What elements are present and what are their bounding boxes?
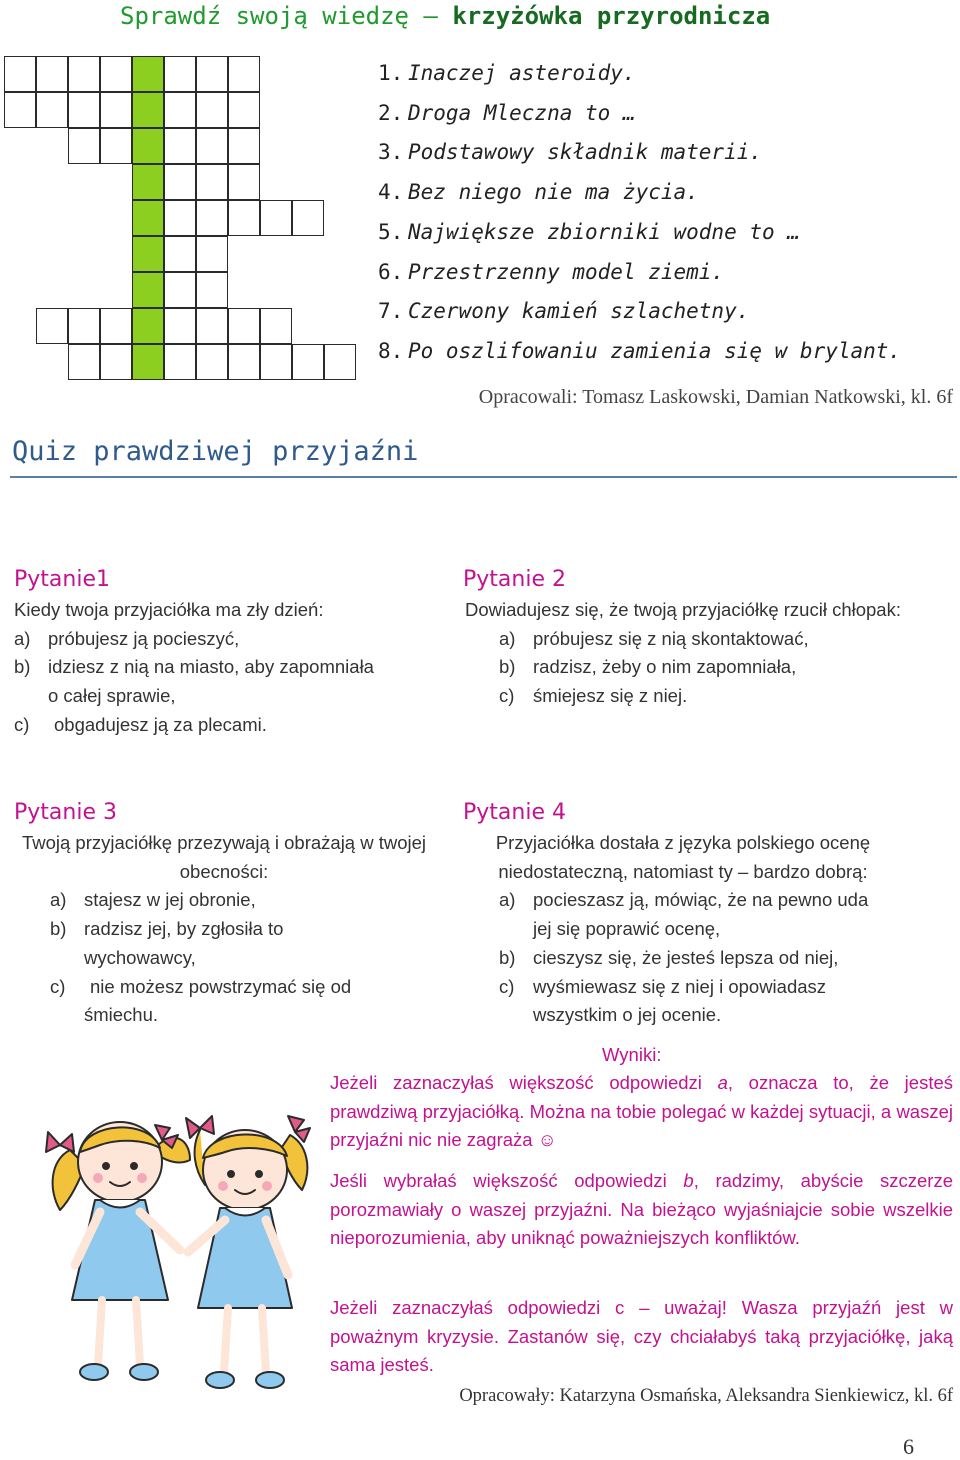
- crossword-cell[interactable]: [100, 56, 132, 92]
- crossword-cell[interactable]: [164, 236, 196, 272]
- question-stem: Przyjaciółka dostała z języka polskiego ocenę niedostateczną, natomiast ty – bardzo dobrą:: [495, 832, 871, 882]
- crossword-cell[interactable]: [4, 92, 36, 128]
- answer-option[interactable]: c) śmiejesz się z niej.: [499, 685, 688, 707]
- answer-option[interactable]: b) radzisz jej, by zgłosiła to wychowawcy,: [50, 918, 284, 968]
- quiz-divider: [10, 476, 957, 478]
- crossword-key-cell[interactable]: [132, 128, 164, 164]
- result-b: Jeśli wybrałaś większość odpowiedzi b, radzimy, abyście szczerze porozmawiały o waszej przyjaźni. Na bieżąco wyjaśniajcie sobie wszelkie nieporozumienia, aby uniknąć poważniejszych konfliktów.: [330, 1170, 953, 1249]
- result-c: Jeżeli zaznaczyłaś odpowiedzi c – uważaj! Wasza przyjaźń jest w poważnym kryzysie. Zastanów się, czy chciałabyś taką przyjaciółkę, jaką sama jesteś.: [330, 1297, 953, 1376]
- crossword-clue: 6. Przestrzenny model ziemi.: [378, 259, 725, 284]
- girl-left: [46, 1122, 190, 1380]
- crossword-clue: 8. Po oszlifowaniu zamienia się w brylant.: [378, 338, 902, 363]
- crossword-cell[interactable]: [292, 344, 324, 380]
- crossword-cell[interactable]: [228, 164, 260, 200]
- crossword-clue: 5. Największe zbiorniki wodne to …: [378, 219, 800, 244]
- crossword-cell[interactable]: [68, 344, 100, 380]
- answer-option[interactable]: b) cieszysz się, że jesteś lepsza od niej,: [499, 946, 839, 968]
- crossword-cell[interactable]: [36, 92, 68, 128]
- crossword-cell[interactable]: [68, 92, 100, 128]
- crossword-cell[interactable]: [292, 200, 324, 236]
- crossword-key-cell[interactable]: [132, 92, 164, 128]
- answer-option[interactable]: a) stajesz w jej obronie,: [50, 889, 256, 911]
- crossword-cell[interactable]: [164, 344, 196, 380]
- crossword-cell[interactable]: [164, 56, 196, 92]
- crossword-cell[interactable]: [228, 200, 260, 236]
- page-number: 6: [903, 1434, 914, 1459]
- question-2: [463, 567, 903, 711]
- crossword-cell[interactable]: [68, 128, 100, 164]
- crossword-cell[interactable]: [228, 56, 260, 92]
- crossword-clue: 2. Droga Mleczna to …: [378, 100, 636, 125]
- crossword-clue: 4. Bez niego nie ma życia.: [378, 180, 699, 205]
- crossword-cell[interactable]: [164, 272, 196, 308]
- crossword-cell[interactable]: [196, 92, 228, 128]
- crossword-cell[interactable]: [36, 308, 68, 344]
- crossword-cell[interactable]: [228, 128, 260, 164]
- crossword-cell[interactable]: [196, 344, 228, 380]
- crossword-credit: Opracowali: Tomasz Laskowski, Damian Natkowski, kl. 6f: [478, 386, 953, 408]
- answer-option[interactable]: b) idziesz z nią na miasto, aby zapomniała o całej sprawie,: [14, 656, 374, 707]
- crossword-cell[interactable]: [196, 200, 228, 236]
- crossword-cell[interactable]: [164, 200, 196, 236]
- title-crossword: krzyżówka przyrodnicza: [452, 2, 771, 30]
- crossword-cell[interactable]: [164, 164, 196, 200]
- crossword-title: [120, 2, 770, 30]
- question-4: [463, 800, 903, 1030]
- crossword-key-cell[interactable]: [132, 164, 164, 200]
- crossword-cell[interactable]: [100, 92, 132, 128]
- crossword-cell[interactable]: [196, 308, 228, 344]
- crossword-cell[interactable]: [260, 200, 292, 236]
- question-stem: Twoją przyjaciółkę przezywają i obrażają w twojej obecności:: [21, 832, 427, 882]
- quiz-credit: Opracowały: Katarzyna Osmańska, Aleksandra Sienkiewicz, kl. 6f: [459, 1386, 953, 1406]
- crossword-cell[interactable]: [68, 308, 100, 344]
- crossword-clue: 7. Czerwony kamień szlachetny.: [378, 299, 750, 324]
- quiz-title: Quiz prawdziwej przyjaźni: [12, 436, 419, 467]
- crossword-cell[interactable]: [36, 56, 68, 92]
- question-stem: Kiedy twoja przyjaciółka ma zły dzień:: [14, 599, 324, 620]
- crossword-cell[interactable]: [196, 56, 228, 92]
- crossword-cell[interactable]: [68, 56, 100, 92]
- crossword-cell[interactable]: [228, 344, 260, 380]
- question-3: [14, 800, 434, 1030]
- crossword-cell[interactable]: [260, 308, 292, 344]
- result-letter: b: [683, 1170, 694, 1191]
- crossword-cell[interactable]: [196, 164, 228, 200]
- question-heading: Pytanie 2: [463, 567, 566, 592]
- answer-option[interactable]: a) próbujesz się z nią skontaktować,: [499, 627, 809, 649]
- crossword-clue: 1. Inaczej asteroidy.: [378, 61, 636, 85]
- answer-option[interactable]: b) radzisz, żeby o nim zapomniała,: [499, 656, 797, 678]
- crossword-cell[interactable]: [196, 272, 228, 308]
- crossword-cell[interactable]: [164, 128, 196, 164]
- crossword-cell[interactable]: [228, 308, 260, 344]
- crossword-key-cell[interactable]: [132, 272, 164, 308]
- crossword-key-cell[interactable]: [132, 200, 164, 236]
- results-heading: Wyniki:: [602, 1044, 662, 1065]
- crossword-cell[interactable]: [196, 236, 228, 272]
- question-1: [14, 567, 374, 740]
- crossword-key-cell[interactable]: [132, 236, 164, 272]
- crossword-cell[interactable]: [228, 92, 260, 128]
- crossword-key-cell[interactable]: [132, 308, 164, 344]
- answer-option[interactable]: c) wyśmiewasz się z niej i opowiadasz wszystkim o jej ocenie.: [499, 975, 827, 1026]
- answer-option[interactable]: a) próbujesz ją pocieszyć,: [14, 627, 240, 649]
- crossword-key-cell[interactable]: [132, 344, 164, 380]
- question-heading: Pytanie 4: [463, 800, 566, 825]
- crossword-clue: 3. Podstawowy składnik materii.: [378, 140, 763, 165]
- answer-option[interactable]: c) nie możesz powstrzymać się od śmiechu.: [50, 975, 352, 1026]
- result-letter: a: [717, 1072, 728, 1093]
- question-heading: Pytanie1: [14, 567, 110, 592]
- crossword-clues: [378, 54, 901, 372]
- two-girls-illustration: [40, 1090, 320, 1410]
- crossword-cell[interactable]: [164, 92, 196, 128]
- answer-option[interactable]: a) pocieszasz ją, mówiąc, że na pewno uda jej się poprawić ocenę,: [499, 889, 869, 940]
- question-stem: Dowiadujesz się, że twoją przyjaciółkę rzucił chłopak:: [465, 599, 901, 620]
- result-a: Jeżeli zaznaczyłaś większość odpowiedzi a, oznacza to, że jesteś prawdziwą przyjaciółką. Można na tobie polegać w każdej sytuacji, a waszej przyjaźni nic nie zagraża ☺: [330, 1072, 954, 1151]
- crossword-cell[interactable]: [164, 308, 196, 344]
- answer-option[interactable]: c) obgadujesz ją za plecami.: [14, 713, 267, 735]
- crossword-key-cell[interactable]: [132, 56, 164, 92]
- crossword-cell[interactable]: [100, 308, 132, 344]
- title-lead: Sprawdź swoją wiedzę –: [120, 2, 453, 30]
- crossword-cell[interactable]: [100, 128, 132, 164]
- question-heading: Pytanie 3: [14, 800, 117, 825]
- crossword-cell[interactable]: [260, 344, 292, 380]
- crossword-cell[interactable]: [4, 56, 36, 92]
- crossword-cell[interactable]: [100, 344, 132, 380]
- crossword-cell[interactable]: [196, 128, 228, 164]
- crossword-cell[interactable]: [324, 344, 356, 380]
- girl-right: [186, 1116, 310, 1388]
